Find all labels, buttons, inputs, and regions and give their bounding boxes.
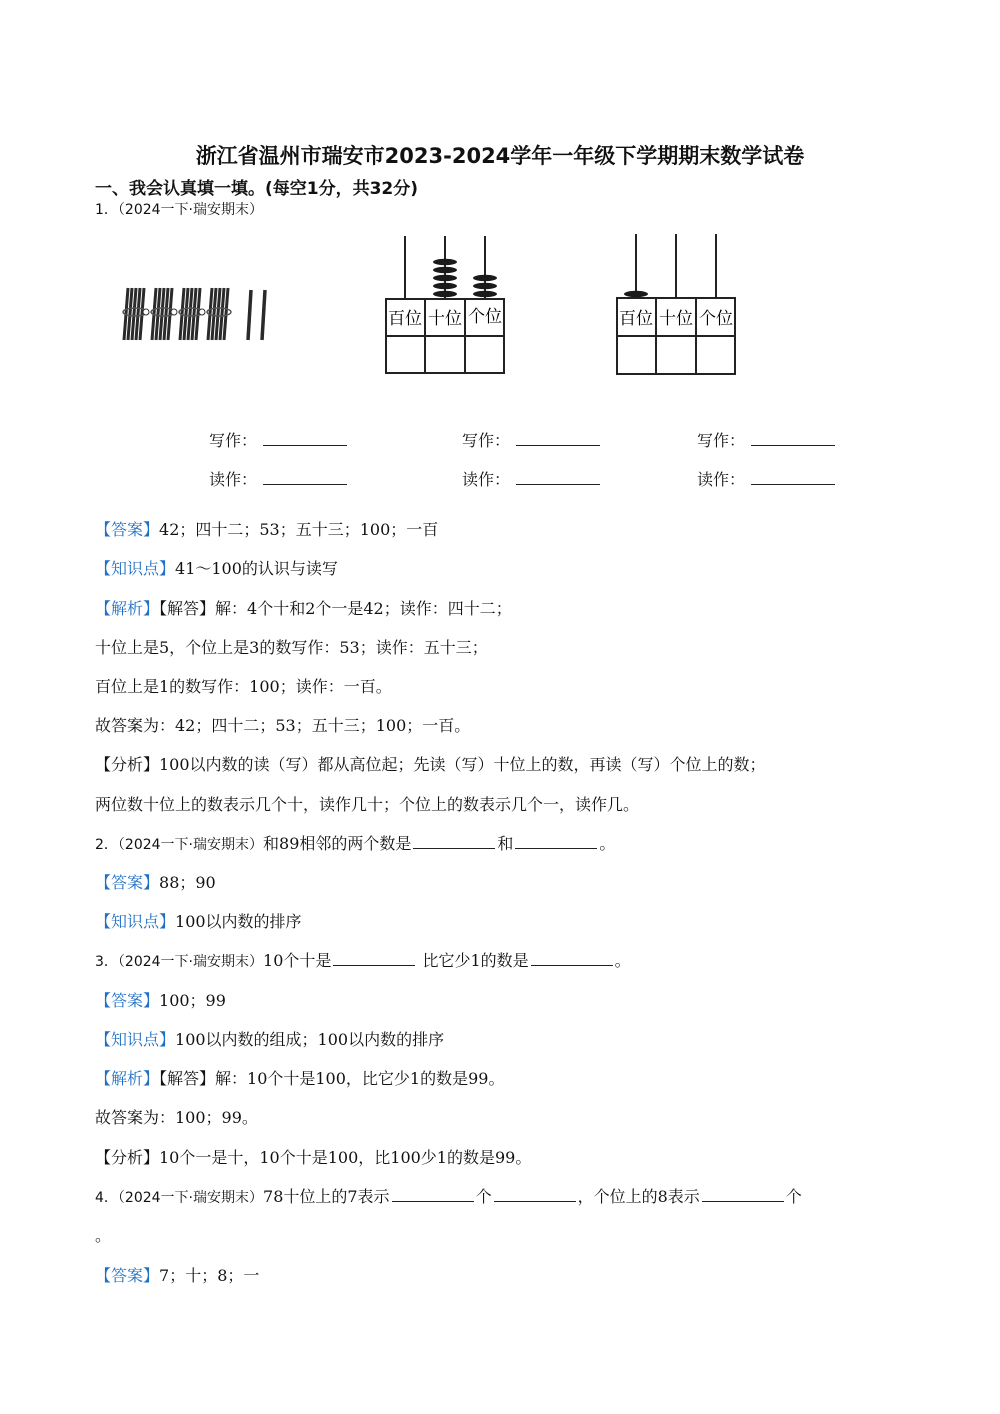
question-2: 2．（2024一下·瑞安期末）和89相邻的两个数是 和 。 — [95, 834, 616, 853]
answer-blank[interactable] — [702, 1187, 784, 1202]
question-4: 4．（2024一下·瑞安期末）78十位上的7表示 个 ，个位上的8表示 个 — [95, 1187, 802, 1206]
answer-blank[interactable] — [516, 470, 600, 485]
ones-label: 个位 — [468, 307, 502, 327]
q3-answer: 【答案】100；99 — [95, 991, 226, 1010]
q1-knowledge-point: 【知识点】41～100的认识与读写 — [95, 559, 338, 578]
question-3: 3．（2024一下·瑞安期末）10个十是 比它少1的数是 。 — [95, 951, 631, 970]
answer-blank[interactable] — [531, 951, 613, 966]
write-field-1: 写作： — [209, 428, 347, 451]
stick-bundle — [179, 288, 205, 340]
question-4-end: 。 — [95, 1226, 112, 1245]
q1-analysis: 【分析】100以内数的读（写）都从高位起；先读（写）十位上的数，再读（写）个位上的数； — [95, 755, 766, 774]
stick-bundle — [207, 288, 231, 340]
question-number: 1． — [95, 202, 118, 218]
ones-label: 个位 — [699, 309, 733, 329]
answer-blank[interactable] — [413, 834, 495, 849]
read-field-3: 读作： — [697, 467, 835, 490]
abacus-100-image — [614, 232, 739, 377]
tens-label: 十位 — [659, 309, 693, 329]
answer-blank[interactable] — [392, 1187, 474, 1202]
q1-explanation-line: 故答案为：42；四十二；53；五十三；100；一百。 — [95, 716, 471, 735]
q1-explanation-line: 百位上是1的数写作：100；读作：一百。 — [95, 677, 392, 696]
q1-explanation-line: 十位上是5，个位上是3的数写作：53；读作：五十三； — [95, 638, 488, 657]
write-field-3: 写作： — [697, 428, 835, 451]
read-field-1: 读作： — [209, 467, 347, 490]
hundreds-label: 百位 — [388, 309, 422, 329]
abacus-beads — [433, 259, 497, 297]
q3-explanation-line: 故答案为：100；99。 — [95, 1108, 258, 1127]
answer-blank[interactable] — [515, 834, 597, 849]
q1-explanation: 【解析】【解答】解：4个十和2个一是42；读作：四十二； — [95, 599, 512, 618]
stick-bundle — [123, 288, 149, 340]
tens-label: 十位 — [428, 309, 462, 329]
answer-blank[interactable] — [516, 431, 600, 446]
section-heading: 一、我会认真填一填。(每空1分，共32分) — [95, 179, 419, 199]
page-title: 浙江省温州市瑞安市2023-2024学年一年级下学期期末数学试卷 — [195, 144, 805, 168]
answer-blank[interactable] — [494, 1187, 576, 1202]
single-sticks — [248, 290, 265, 340]
answer-blank[interactable] — [751, 470, 835, 485]
write-field-2: 写作： — [462, 428, 600, 451]
q3-knowledge-point: 【知识点】100以内数的组成；100以内数的排序 — [95, 1030, 445, 1049]
q1-analysis-line: 两位数十位上的数表示几个十，读作几十；个位上的数表示几个一，读作几。 — [95, 795, 640, 814]
answer-blank[interactable] — [333, 951, 415, 966]
hundreds-label: 百位 — [619, 309, 653, 329]
answer-blank[interactable] — [263, 431, 347, 446]
abacus-bead — [624, 291, 648, 297]
answer-blank[interactable] — [263, 470, 347, 485]
q3-explanation: 【解析】【解答】解：10个十是100，比它少1的数是99。 — [95, 1069, 505, 1088]
q2-knowledge-point: 【知识点】100以内数的排序 — [95, 912, 302, 931]
question-source: （2024一下·瑞安期末） — [117, 202, 264, 218]
q4-answer: 【答案】7；十；8；一 — [95, 1266, 260, 1285]
abacus-53-image — [383, 234, 508, 376]
question-1-header — [95, 199, 263, 219]
stick-bundles-image — [118, 282, 278, 346]
q1-answer: 【答案】42；四十二；53；五十三；100；一百 — [95, 520, 439, 539]
read-field-2: 读作： — [462, 467, 600, 490]
q2-answer: 【答案】88；90 — [95, 873, 216, 892]
answer-blank[interactable] — [751, 431, 835, 446]
stick-bundle — [151, 288, 177, 340]
q3-analysis: 【分析】10个一是十，10个十是100，比100少1的数是99。 — [95, 1148, 532, 1167]
